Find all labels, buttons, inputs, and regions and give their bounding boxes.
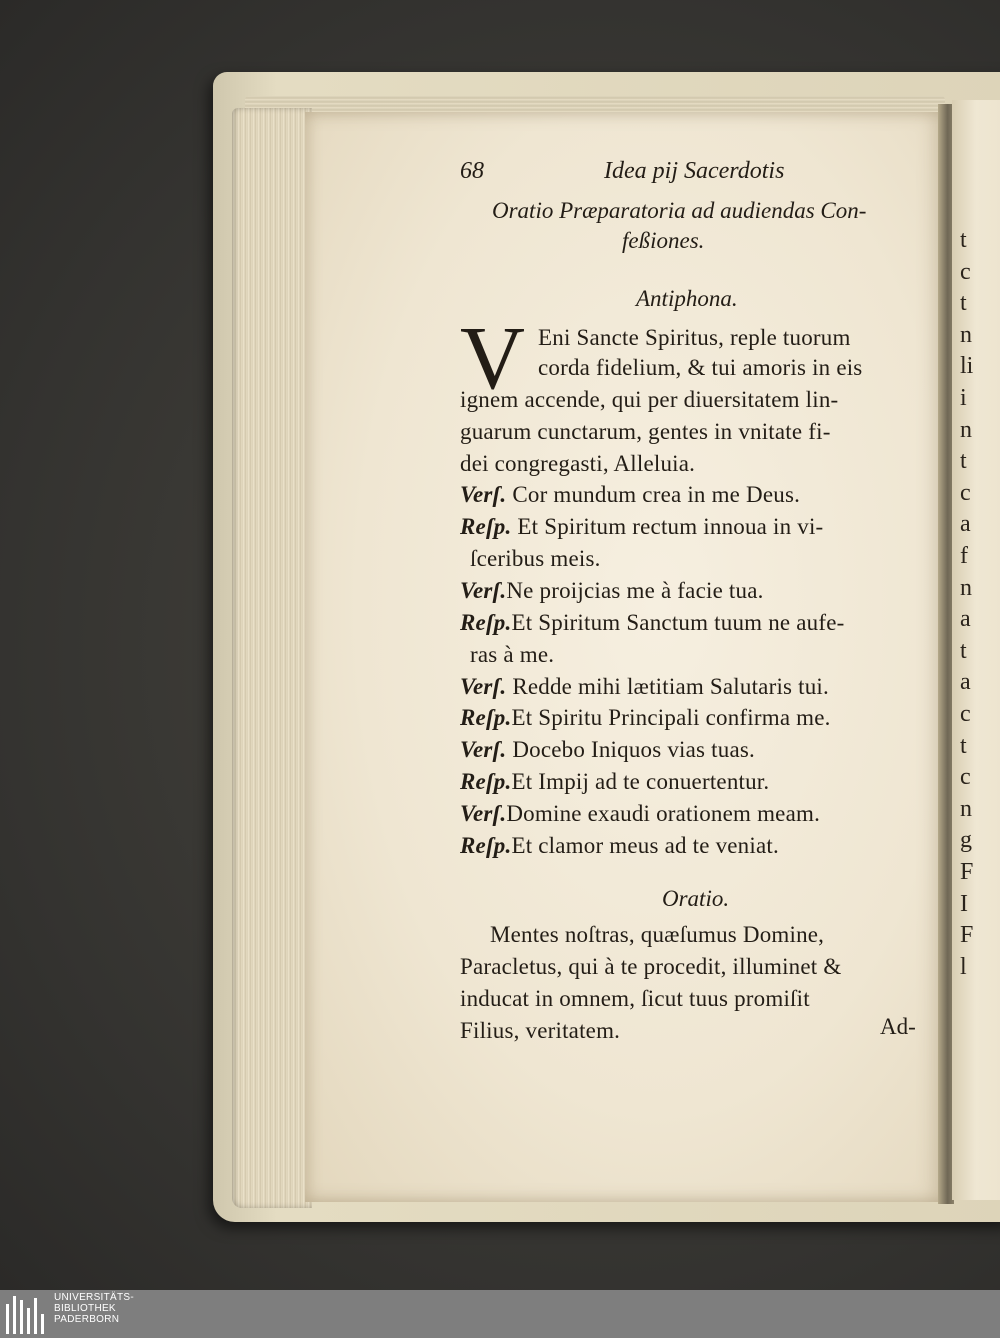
verse-label: Verſ.: [460, 801, 507, 826]
footer-bar: [0, 1290, 1000, 1338]
facing-page-fragment: t: [960, 227, 967, 253]
library-name-line-3: PADERBORN: [54, 1314, 120, 1325]
text-line-content: ſceribus meis.: [470, 546, 601, 571]
verse-label: Verſ.: [460, 578, 507, 603]
verse-label: Reſp.: [460, 514, 512, 539]
library-logo-icon: [4, 1296, 44, 1334]
verse-label: Verſ.: [460, 674, 507, 699]
text-line: [460, 482, 800, 508]
text-line-content: dei congregasti, Alleluia.: [460, 451, 696, 476]
facing-page-fragment: t: [960, 637, 967, 664]
text-line: [460, 833, 779, 859]
facing-page: [952, 100, 1000, 1200]
verse-label: Reſp.: [460, 705, 512, 730]
oratio-line: Filius, veritatem.: [460, 1018, 621, 1043]
text-line-content: Et Spiritu Principali confirma me.: [511, 705, 831, 730]
text-line: [460, 387, 838, 413]
text-line-content: Et Spiritum Sanctum tuum ne aufe-: [511, 610, 845, 635]
facing-page-fragment: a: [960, 669, 971, 696]
facing-page-fragment: a: [960, 511, 971, 538]
verse-label: Reſp.: [460, 769, 512, 794]
section-title-line-1: Oratio Præparatoria ad audiendas Con-: [492, 198, 867, 223]
text-line: [460, 674, 829, 700]
text-line: [460, 801, 820, 827]
facing-page-fragment: f: [960, 543, 968, 569]
facing-page-fragment: li: [960, 353, 974, 380]
facing-page-fragment: g: [960, 827, 972, 854]
facing-page-fragment: F: [960, 859, 974, 885]
text-line-content: Et clamor meus ad te veniat.: [511, 833, 779, 858]
facing-page-fragment: n: [960, 795, 972, 822]
facing-page-fragment: c: [960, 479, 971, 506]
oratio-heading: Oratio.: [662, 886, 730, 911]
text-line: [460, 769, 769, 795]
verse-label: Reſp.: [460, 833, 512, 858]
text-line: [460, 419, 831, 445]
running-head: Idea pij Sacerdotis: [604, 158, 785, 184]
facing-page-fragment: i: [960, 385, 967, 411]
text-line-content: Et Spiritum rectum innoua in vi-: [511, 514, 824, 539]
facing-page-fragment: l: [960, 953, 967, 980]
text-line-content: Eni Sancte Spiritus, reple tuorum: [538, 325, 851, 350]
facing-page-fragment: c: [960, 701, 971, 727]
text-line: [470, 642, 554, 668]
antiphon-heading: Antiphona.: [636, 286, 738, 311]
text-line: [460, 737, 755, 763]
verse-label: Verſ.: [460, 737, 507, 762]
facing-page-fragment: c: [960, 764, 971, 791]
drop-cap: V: [460, 309, 525, 408]
catchword: Ad-: [880, 1014, 916, 1039]
text-line-content: Et Impij ad te conuertentur.: [511, 769, 770, 794]
text-line: [470, 546, 601, 572]
facing-page-fragment: a: [960, 606, 971, 633]
oratio-line: Paracletus, qui à te procedit, illuminet &: [460, 954, 842, 979]
library-name: [54, 1292, 134, 1325]
text-line: [460, 514, 823, 540]
verse-label: Verſ.: [460, 482, 507, 507]
library-name-line-2: BIBLIOTHEK: [54, 1303, 116, 1314]
facing-page-fragment: n: [960, 416, 972, 443]
facing-page-fragment: t: [960, 732, 967, 759]
facing-page-fragment: n: [960, 321, 972, 348]
library-name-line-1: UNIVERSITÄTS-: [54, 1292, 135, 1303]
section-title-line-2: feßiones.: [622, 228, 705, 253]
verse-label: Reſp.: [460, 610, 512, 635]
text-line: [460, 610, 844, 636]
text-line-content: corda fidelium, & tui amoris in eis: [538, 355, 863, 380]
page-number: 68: [460, 158, 484, 184]
facing-page-fragment: F: [960, 922, 974, 949]
oratio-line: inducat in omnem, ſicut tuus promiſit: [460, 986, 810, 1011]
facing-page-fragment: I: [960, 890, 968, 917]
text-line-content: guarum cunctarum, gentes in vnitate fi-: [460, 419, 831, 444]
oratio-line: Mentes noſtras, quæſumus Domine,: [490, 922, 825, 947]
text-line: [460, 578, 764, 604]
text-line-content: Docebo Iniquos vias tuas.: [506, 737, 755, 762]
text-line: [538, 355, 862, 381]
text-line: [538, 325, 851, 351]
book-page: [305, 112, 945, 1202]
page-edges: [232, 108, 312, 1208]
text-line-content: ignem accende, qui per diuersitatem lin-: [460, 387, 839, 412]
text-line-content: ras à me.: [470, 642, 555, 667]
facing-page-fragment: n: [960, 574, 972, 601]
facing-page-fragment: t: [960, 290, 967, 317]
text-line: [460, 451, 695, 477]
facing-page-fragment: c: [960, 258, 971, 285]
text-line-content: Redde mihi lætitiam Salutaris tui.: [506, 674, 829, 699]
text-line-content: Cor mundum crea in me Deus.: [506, 482, 801, 507]
text-line-content: Ne proijcias me à facie tua.: [506, 578, 764, 603]
facing-page-fragment: t: [960, 448, 967, 475]
text-line-content: Domine exaudi orationem meam.: [506, 801, 821, 826]
text-line: [460, 705, 831, 731]
